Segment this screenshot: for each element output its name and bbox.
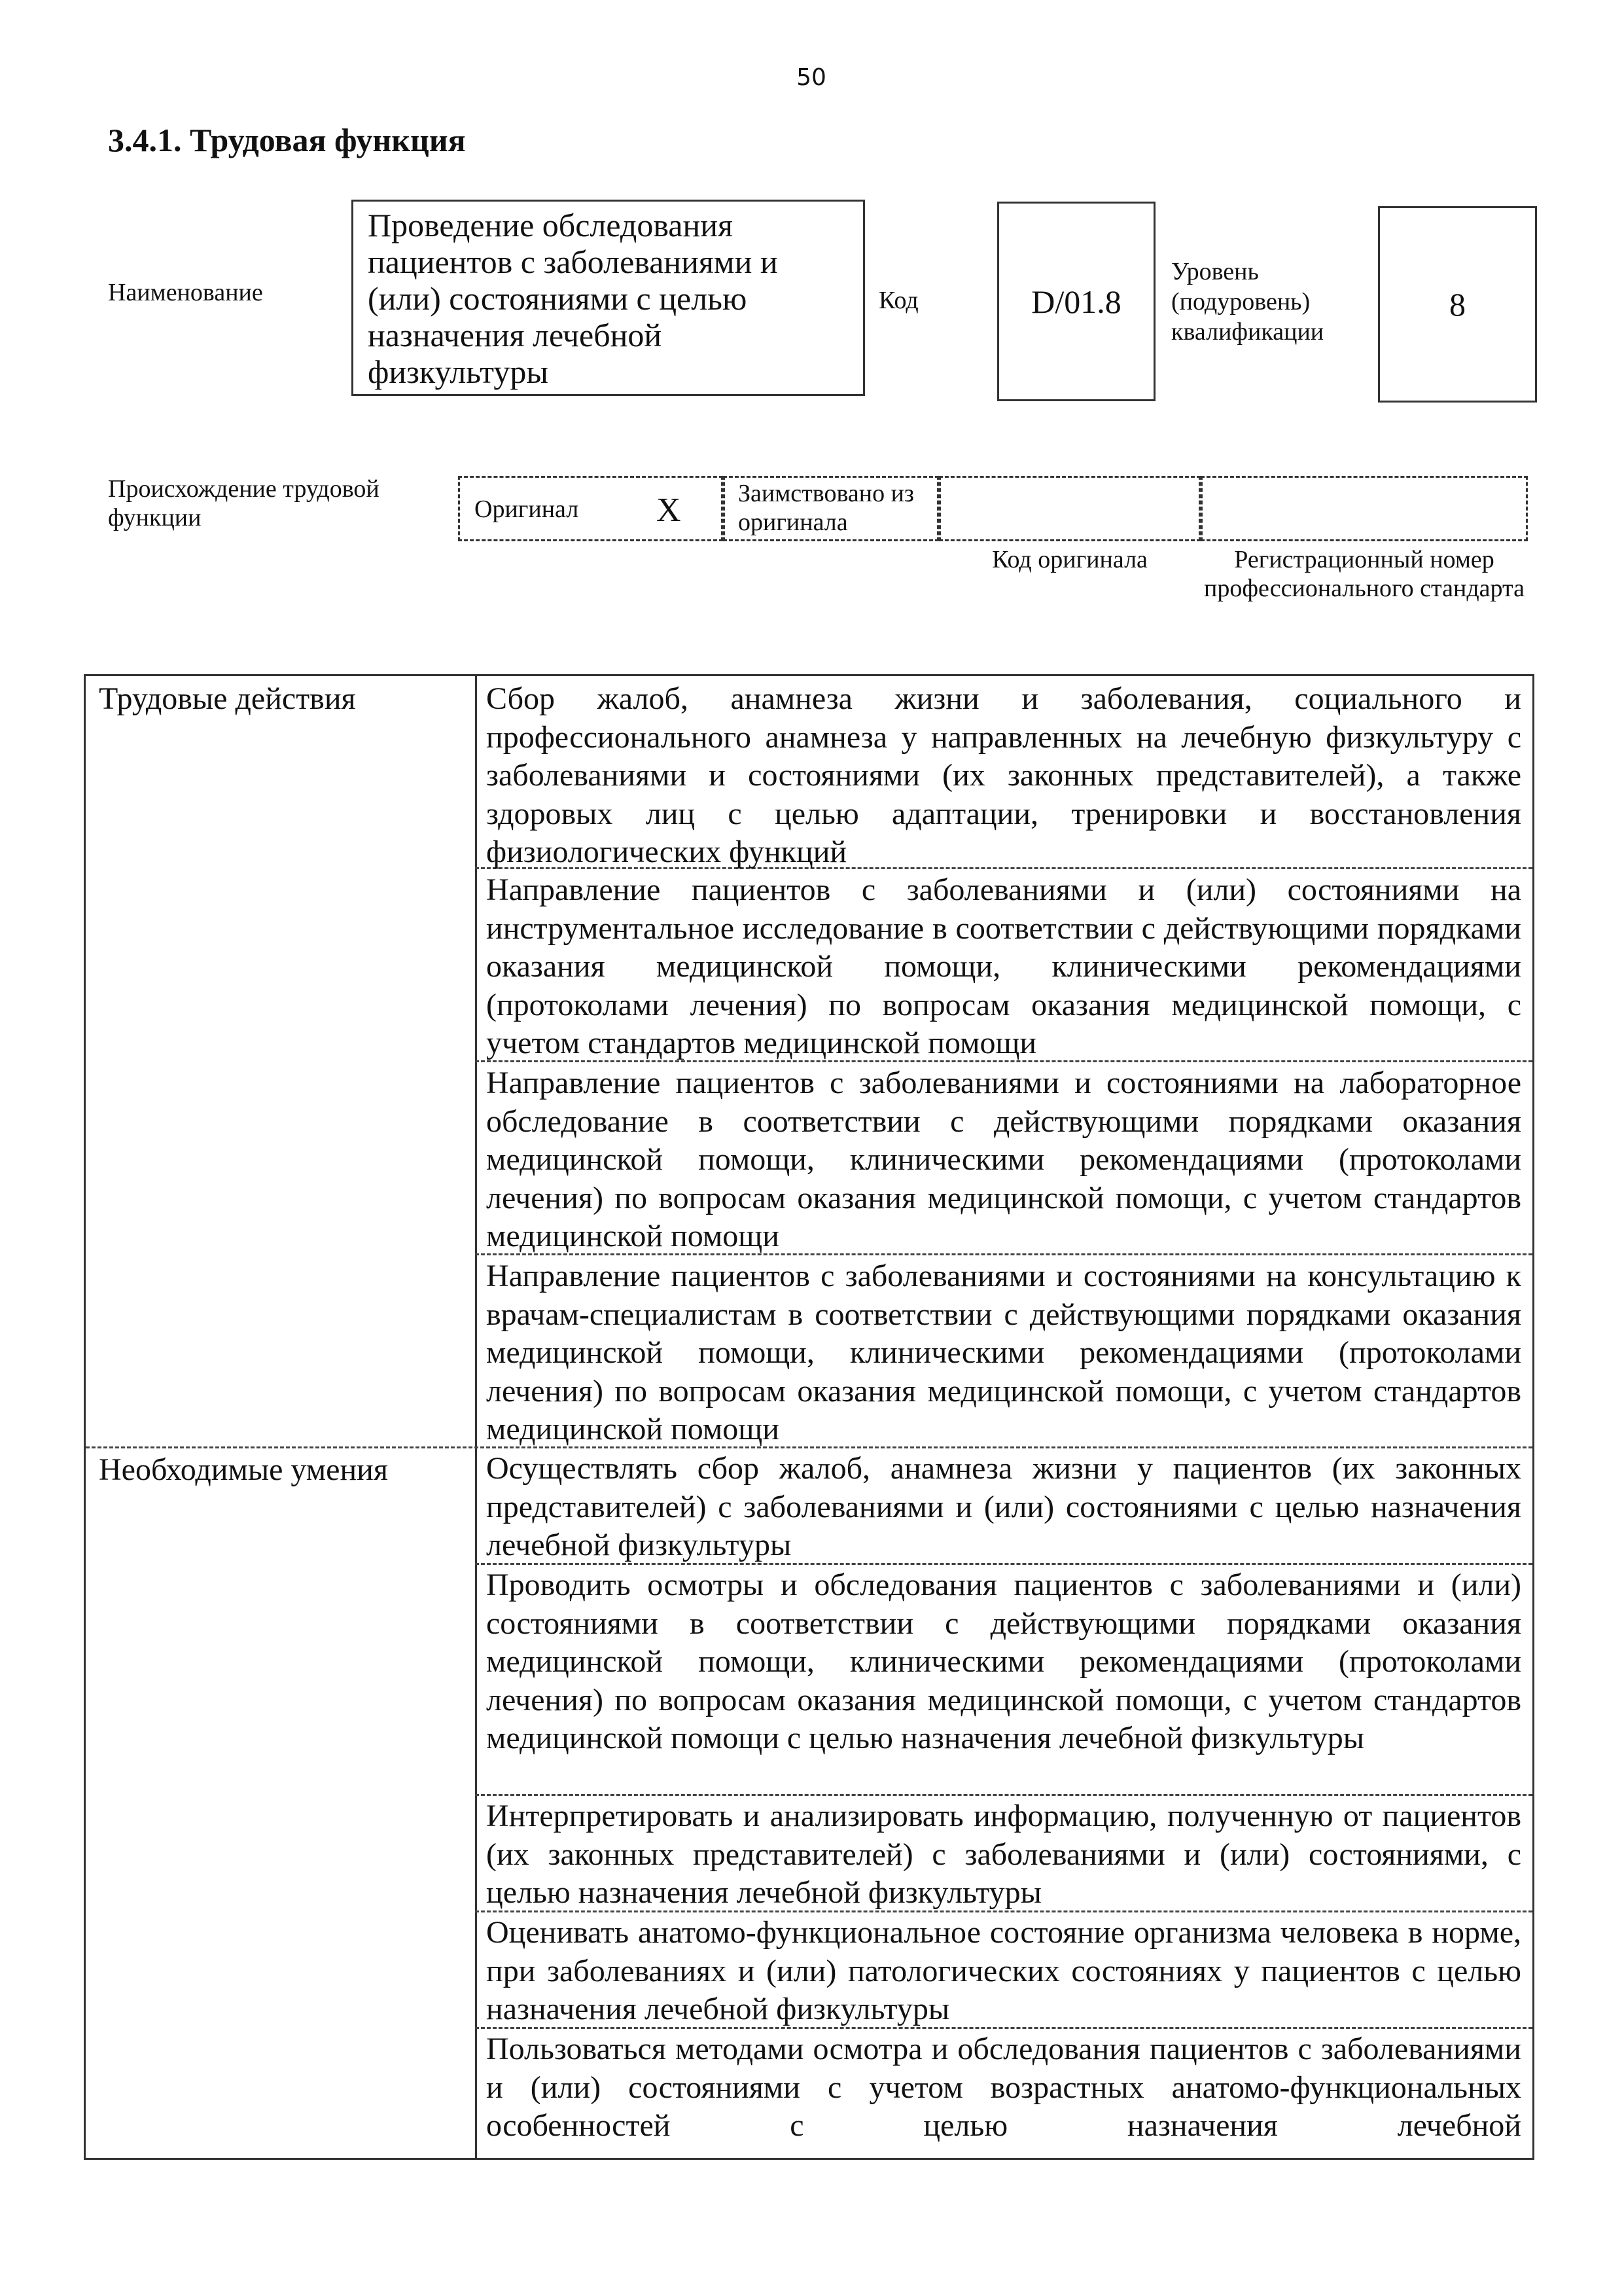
borrowed-cell	[723, 476, 939, 541]
labor-action-item: Направление пациентов с заболеваниями и состояниями на лабораторное обследование в соответствии с действующими порядками оказания медицинской помощи, клиническими рекомендациями (протоколами лечения) по вопросам оказания медицинской помощи, с учетом стандартов медицинской помощи	[486, 1066, 1521, 1253]
skill-item: Проводить осмотры и обследования пациентов с заболеваниями и (или) состояниями в соответствии с действующими порядками оказания медицинской помощи, клиническими рекомендациями (протоколами лечения) по вопросам оказания медицинской помощи, с учетом стандартов медицинской помощи с целью назначения лечебной физкультуры	[486, 1568, 1521, 1755]
level-label: Уровень (подуровень) квалификации	[1171, 258, 1324, 346]
borrowed-label: Заимствовано из оригинала	[738, 480, 914, 536]
reg-number-caption: Регистрационный номер профессионального стандарта	[1204, 546, 1525, 602]
page-number: 50	[796, 64, 826, 91]
skill-item: Оценивать анатомо-функциональное состояние организма человека в норме, при заболеваниях и (или) патологических состояниях у пациентов с целью назначения лечебной физкультуры	[486, 1915, 1521, 2026]
level-value-box	[1378, 206, 1537, 403]
code-value: D/01.8	[1031, 283, 1121, 320]
labor-action-item: Направление пациентов с заболеваниями и (или) состояниями на инструментальное исследование в соответствии с действующими порядками оказания медицинской помощи, клиническими рекомендациями (протоколами лечения) по вопросам оказания медицинской помощи, с учетом стандартов медицинской помощи	[486, 872, 1521, 1060]
skill-item: Интерпретировать и анализировать информацию, полученную от пациентов (их законных представителей) с заболеваниями и (или) состояниями, с целью назначения лечебной физкультуры	[486, 1799, 1521, 1910]
section-title: 3.4.1. Трудовая функция	[108, 122, 466, 158]
labor-function-table	[84, 674, 1534, 2160]
row-divider	[475, 1794, 1532, 1796]
code-value-box	[997, 202, 1156, 401]
labor-action-item: Сбор жалоб, анамнеза жизни и заболевания, социального и профессионального анамнеза у направленных на лечебную физкультуру с заболеваниями и состояниями (их законных представителей), а также здоровых лиц с целью адаптации, тренировки и восстановления физиологических функций	[486, 681, 1521, 869]
column-divider	[475, 676, 477, 2158]
reg-number-cell	[1201, 476, 1528, 541]
name-label: Наименование	[108, 279, 263, 306]
name-value: Проведение обследования пациентов с заболеваниями и (или) состояниями с целью назначения лечебной физкультуры	[368, 207, 778, 390]
skill-item: Осуществлять сбор жалоб, анамнеза жизни у пациентов (их законных представителей) с заболеваниями и (или) состояниями с целью назначения лечебной физкультуры	[486, 1451, 1521, 1562]
name-value-box	[351, 200, 865, 396]
original-cell	[458, 476, 723, 541]
skill-item: Пользоваться методами осмотра и обследования пациентов с заболеваниями и (или) состояниями с учетом возрастных анатомо-функциональных особенностей с целью назначения лечебной	[486, 2032, 1521, 2143]
code-label: Код	[879, 287, 919, 314]
skills-label: Необходимые умения	[99, 1452, 388, 1487]
original-mark: X	[656, 492, 681, 529]
labor-action-item: Направление пациентов с заболеваниями и состояниями на консультацию к врачам-специалистам в соответствии с действующими порядками оказания медицинской помощи, клиническими рекомендациями (протоколами лечения) по вопросам оказания медицинской помощи, с учетом стандартов медицинской помощи	[486, 1259, 1521, 1446]
original-code-caption: Код оригинала	[992, 546, 1148, 573]
labor-actions-label: Трудовые действия	[99, 681, 356, 716]
level-value: 8	[1449, 286, 1466, 323]
original-label: Оригинал	[474, 495, 579, 523]
origin-label: Происхождение трудовой функции	[108, 475, 380, 531]
original-code-cell	[939, 476, 1201, 541]
